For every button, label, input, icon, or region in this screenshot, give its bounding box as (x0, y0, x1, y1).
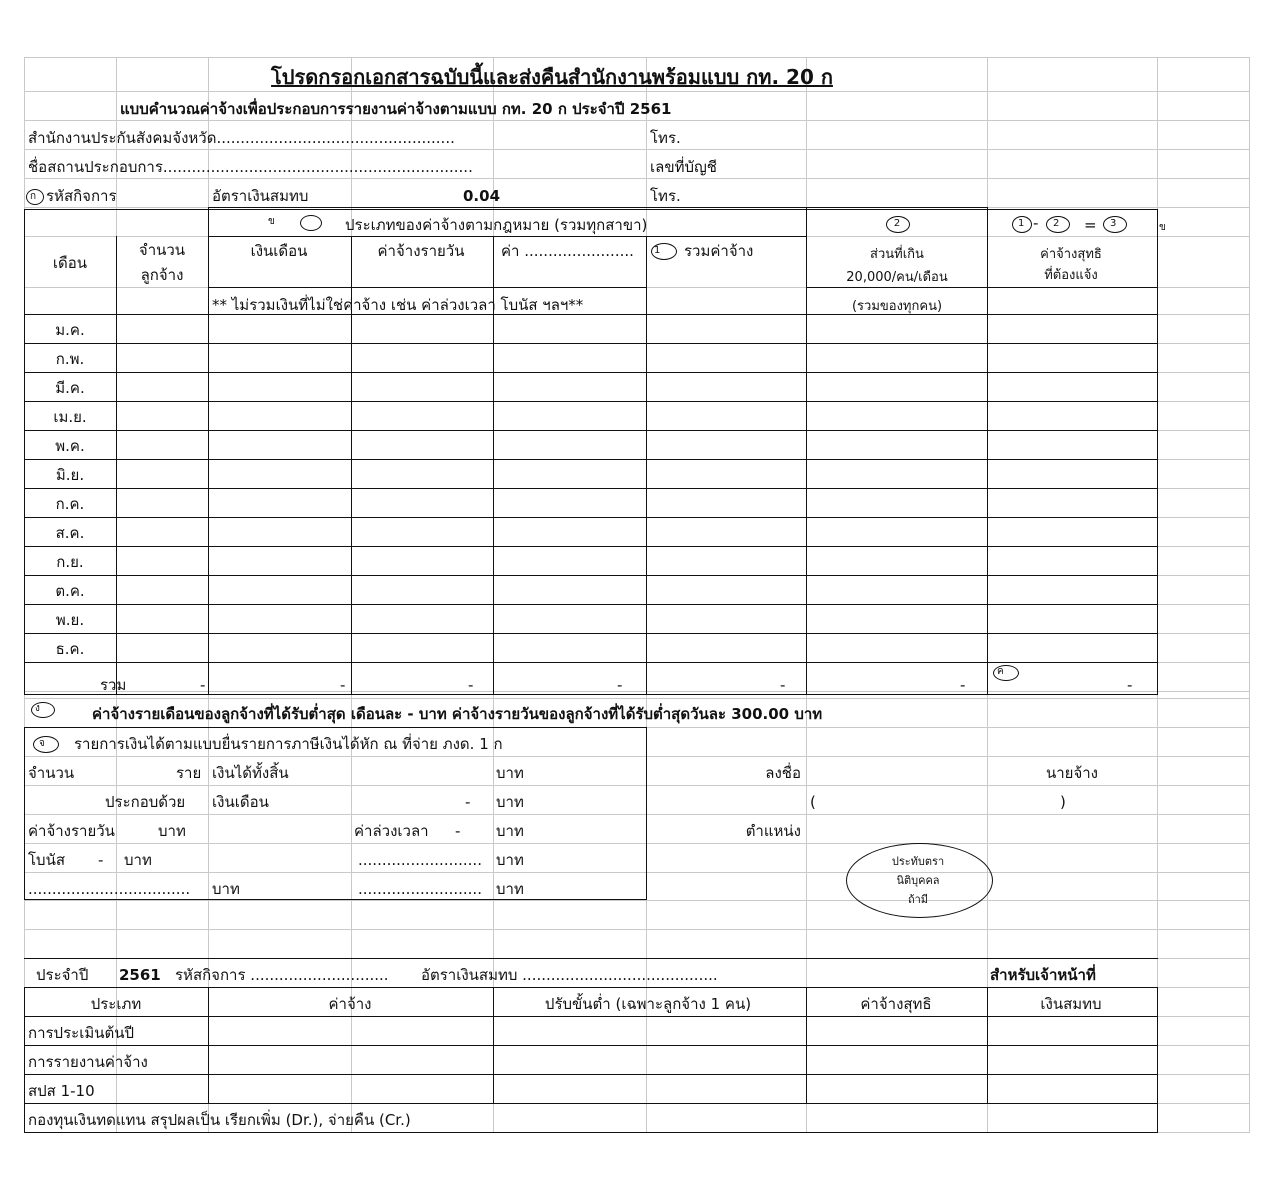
border-line (208, 236, 807, 237)
salary-income-label: เงินเดือน (212, 793, 269, 811)
col-employees-header-1: จำนวน (138, 241, 186, 259)
formula-3: 3 (1110, 218, 1117, 229)
total-daily-wage: - (468, 676, 474, 694)
other-income-field-1[interactable]: .......................... (358, 851, 482, 869)
col-daily-wage-header: ค่าจ้างรายวัน (377, 242, 465, 260)
overtime-unit: บาท (496, 822, 524, 840)
col-excess-header-3: (รวมของทุกคน) (851, 299, 943, 314)
col-net-header-2: ที่ต้องแจ้ง (1044, 268, 1098, 283)
month-label: ต.ค. (55, 582, 85, 600)
rate-value: 0.04 (463, 187, 501, 205)
border-line (1157, 209, 1158, 695)
total-other-wage: - (617, 676, 623, 694)
gridline (24, 149, 1250, 150)
persons-unit: ราย (176, 764, 202, 782)
mark-2: 2 (893, 218, 901, 229)
formula-1: 1 (1018, 218, 1025, 229)
total-wage: - (780, 676, 786, 694)
border-line (806, 236, 807, 695)
total-net: - (1127, 676, 1133, 694)
name-paren-open: ( (810, 793, 816, 811)
gridline (24, 756, 1250, 757)
count-label: จำนวน (28, 764, 75, 782)
border-line (116, 236, 117, 695)
overtime-value: - (455, 822, 461, 840)
month-label: ก.ค. (55, 495, 85, 513)
daily-wage-income-label: ค่าจ้างรายวัน (28, 822, 115, 840)
mark-kho-total: ค (997, 666, 1004, 677)
border-line (646, 727, 647, 900)
border-line (24, 899, 647, 900)
circle-mark-cho (33, 736, 59, 753)
compensation-fund-summary: กองทุนเงินทดแทน สรุปผลเป็น เรียกเพิ่ม (Dr.), จ่ายคืน (Cr.) (28, 1111, 411, 1129)
border-line (987, 987, 988, 1104)
month-label: พ.ค. (55, 437, 85, 455)
month-label: ก.พ. (55, 350, 85, 368)
col-excess-header-1: ส่วนที่เกิน (870, 247, 924, 262)
formula-equals: = (1084, 216, 1097, 234)
year-value: 2561 (119, 966, 161, 984)
wage-exclusion-note: ** ไม่รวมเงินที่ไม่ใช่ค่าจ้าง เช่น ค่าล่วงเวลา โบนัส ฯลฯ** (212, 296, 584, 314)
border-line (1157, 987, 1158, 1133)
gridline (24, 57, 1250, 58)
officer-col-contribution: เงินสมทบ (1040, 995, 1102, 1013)
gridline (24, 785, 1250, 786)
tel-label: โทร. (650, 129, 681, 147)
border-line (987, 287, 1158, 288)
bonus-unit: บาท (124, 851, 152, 869)
gridline (24, 178, 1250, 179)
consists-of-label: ประกอบด้วย (105, 793, 186, 811)
circle-mark-kho (300, 215, 322, 231)
month-label: เม.ย. (53, 408, 87, 426)
formula-2: 2 (1053, 218, 1060, 229)
establishment-name-field[interactable]: ชื่อสถานประกอบการ................................................................. (28, 158, 473, 176)
month-label: ส.ค. (55, 524, 85, 542)
month-label: ม.ค. (55, 321, 85, 339)
month-label: ก.ย. (56, 553, 84, 571)
col-excess-header-2: 20,000/คน/เดือน (846, 270, 948, 285)
total-income-label: เงินได้ทั้งสิ้น (212, 764, 289, 782)
daily-wage-income-unit: บาท (158, 822, 186, 840)
border-line (987, 207, 988, 695)
officer-business-code-field[interactable]: รหัสกิจการ ............................. (175, 966, 389, 984)
mark-cho: จ (39, 738, 45, 749)
salary-income-unit: บาท (496, 793, 524, 811)
officer-row-annual-assessment: การประเมินต้นปี (28, 1024, 134, 1042)
salary-income-value: - (465, 793, 471, 811)
col-total-wage-header: รวมค่าจ้าง (684, 242, 754, 260)
employer-label: นายจ้าง (1045, 764, 1099, 782)
officer-col-wage: ค่าจ้าง (328, 995, 372, 1013)
other-income-unit-2: บาท (212, 880, 240, 898)
month-label: ธ.ค. (55, 640, 85, 658)
col-salary-header: เงินเดือน (250, 242, 308, 260)
gridline (24, 843, 1250, 844)
border-line (24, 209, 25, 695)
overtime-label: ค่าล่วงเวลา (354, 822, 429, 840)
officer-col-adjust: ปรับขั้นต่ำ (เฉพาะลูกจ้าง 1 คน) (544, 995, 752, 1013)
col-month-header: เดือน (52, 254, 88, 272)
officer-col-type: ประเภท (90, 995, 142, 1013)
other-income-name-field[interactable]: .................................. (28, 880, 191, 898)
officer-row-sps-1-10: สปส 1-10 (28, 1082, 95, 1100)
gridline (1249, 57, 1250, 1132)
officer-rate-field[interactable]: อัตราเงินสมทบ ......................................... (421, 966, 718, 984)
tel-label-2: โทร. (650, 187, 681, 205)
border-line (208, 287, 647, 288)
mark-1: 1 (654, 245, 661, 256)
form-title: โปรดกรอกเอกสารฉบับนี้และส่งคืนสำนักงานพร้อมแบบ กท. 20 ก (271, 65, 833, 89)
gridline (24, 872, 1250, 873)
border-line (24, 987, 25, 1133)
position-label: ตำแหน่ง (745, 822, 801, 840)
border-line (493, 987, 494, 1104)
year-label: ประจำปี (36, 966, 89, 984)
mark-ngo: ง (35, 703, 40, 714)
border-line (646, 236, 647, 695)
border-line (208, 987, 209, 1104)
mark-ko: ก (30, 191, 37, 202)
rate-label: อัตราเงินสมทบ (212, 187, 309, 205)
seal-text-2: นิติบุคคล (896, 874, 940, 887)
officer-col-net: ค่าจ้างสุทธิ (860, 995, 932, 1013)
other-income-unit-1: บาท (496, 851, 524, 869)
border-line (24, 1132, 1158, 1133)
gridline (24, 91, 1250, 92)
gridline (24, 929, 1250, 930)
total-excess: - (960, 676, 966, 694)
border-line (208, 207, 209, 695)
other-income-unit-3: บาท (496, 880, 524, 898)
month-label: มี.ค. (55, 379, 85, 397)
col-net-header-1: ค่าจ้างสุทธิ (1040, 247, 1102, 262)
officer-row-wage-report: การรายงานค่าจ้าง (28, 1053, 148, 1071)
tax-income-header: รายการเงินได้ตามแบบยื่นรายการภาษีเงินได้หัก ณ ที่จ่าย ภงด. 1 ก (74, 735, 503, 753)
signature-label: ลงชื่อ (765, 764, 801, 782)
other-income-field-2[interactable]: .......................... (358, 880, 482, 898)
col-employees-header-2: ลูกจ้าง (140, 266, 184, 284)
border-line (806, 987, 807, 1104)
month-label: พ.ย. (55, 611, 85, 629)
gridline (24, 120, 1250, 121)
gridline (24, 814, 1250, 815)
month-label: มิ.ย. (55, 466, 85, 484)
minimum-wage-statement: ค่าจ้างรายเดือนของลูกจ้างที่ได้รับต่ำสุด เดือนละ - บาท ค่าจ้างรายวันของลูกจ้างที่ได้รับต่ำสุดวันละ 300.00 บาท (92, 705, 823, 723)
total-income-unit: บาท (496, 764, 524, 782)
border-line (24, 727, 647, 728)
account-no-label: เลขที่บัญชี (650, 158, 717, 176)
sso-office-field[interactable]: สำนักงานประกันสังคมจังหวัด.................................................. (28, 129, 455, 147)
side-mark-kho: ข (1159, 222, 1166, 233)
seal-text-3: ถ้ามี (907, 893, 929, 906)
border-line (24, 727, 25, 900)
total-row-label: รวม (100, 676, 127, 694)
border-line (24, 958, 1158, 959)
mark-kho: ข (268, 216, 275, 227)
col-other-header: ค่า ....................... (501, 242, 634, 260)
wage-type-group-header: ประเภทของค่าจ้างตามกฎหมาย (รวมทุกสาขา) (345, 216, 648, 234)
border-line (806, 207, 807, 237)
seal-text-1: ประทับตรา (891, 855, 945, 868)
business-code-label: รหัสกิจการ (46, 187, 117, 205)
gridline (24, 698, 1250, 699)
officer-only-header: สำหรับเจ้าหน้าที่ (990, 966, 1096, 984)
bonus-label: โบนัส (28, 851, 65, 869)
total-salary: - (340, 676, 346, 694)
total-employees: - (200, 676, 206, 694)
form-subtitle: แบบคำนวณค่าจ้างเพื่อประกอบการรายงานค่าจ้างตามแบบ กท. 20 ก ประจำปี 2561 (120, 100, 672, 118)
bonus-value: - (98, 851, 104, 869)
formula-minus: - (1033, 214, 1039, 232)
name-paren-close: ) (1060, 793, 1066, 811)
